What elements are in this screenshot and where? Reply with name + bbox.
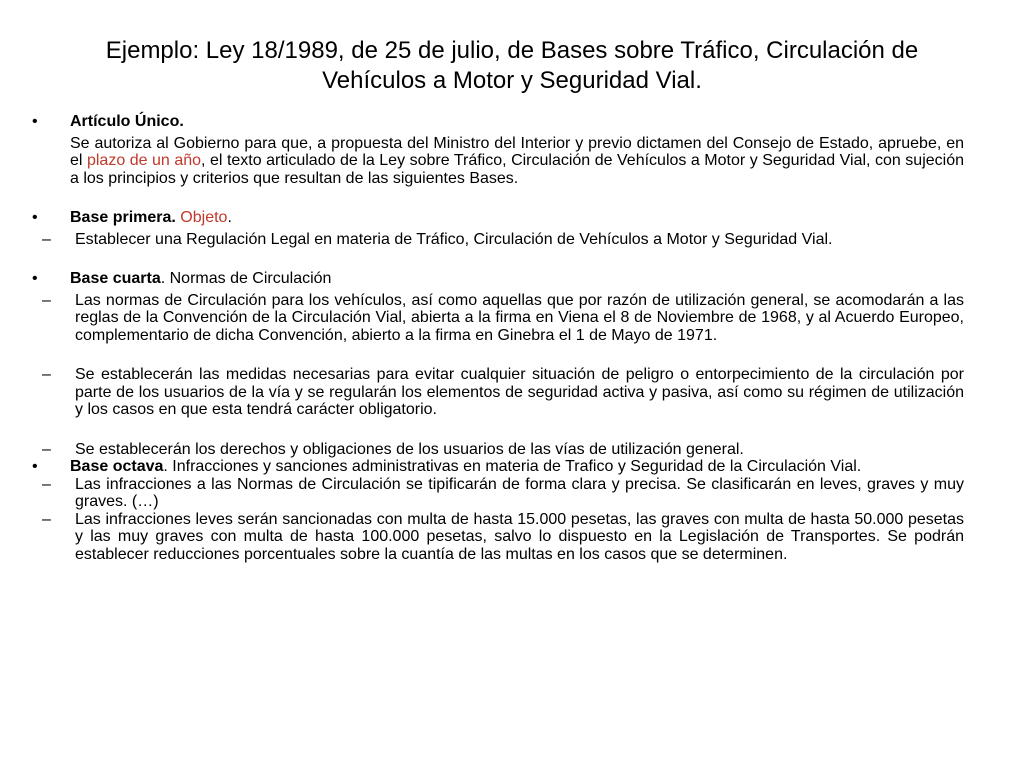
base-primera-item-text: Establecer una Regulación Legal en materia de Tráfico, Circulación de Vehículos a Motor y Seguridad Vial. [75,230,833,248]
base-primera-title: Base primera. [70,209,176,226]
base-primera-highlight: Objeto [180,209,228,226]
slide-content [30,113,964,563]
base-primera-item [30,231,964,249]
base-cuarta-item-1-text: Las normas de Circulación para los vehículos, así como aquellas que por razón de utilización general, se acomodarán a las reglas de la Convención de la Circulación Vial, abierta a la firma en Viena el 8 de Noviembre de 1968, y al Acuerdo Europeo, complementario de dicha Convención, abierto a la firma en Ginebra el 1 de Mayo de 1971. [75,291,964,344]
base-cuarta-item-3-text: Se establecerán los derechos y obligaciones de los usuarios de las vías de utilización general. [75,440,744,458]
base-cuarta-item-2 [30,366,964,419]
articulo-text-before: Se autoriza al Gobierno para que, a propuesta del Ministro del Interior y previo dictamen del Consejo de Estado, apruebe, en el [70,134,964,169]
bullet-mark: • [32,458,38,475]
articulo-highlight: plazo de un año [86,152,202,169]
dash-mark: – [42,230,51,248]
base-octava-rest: . Infracciones y sanciones administrativas en materia de Trafico y Seguridad de la Circulación Vial. [163,458,862,475]
base-cuarta-item-3 [30,441,964,459]
bullet-mark: • [32,113,38,130]
dash-mark: – [42,291,51,309]
title-line-2: Vehículos a Motor y Seguridad Vial. [322,67,702,94]
dash-mark: – [42,475,51,493]
base-octava-item-2 [30,511,964,564]
articulo-heading: Artículo Único. [70,113,184,130]
bullet-base-octava [30,458,964,476]
dash-mark: – [42,510,51,528]
articulo-paragraph [70,135,964,188]
base-primera-heading [70,209,964,227]
base-cuarta-heading [70,270,964,288]
base-primera-period: . [227,209,232,226]
base-octava-item-2-text: Las infracciones leves serán sancionadas con multa de hasta 15.000 pesetas, las graves con multa de hasta 50.000 pesetas y las muy graves con multa de hasta 100.000 pesetas, salvo lo dispuesto en la Legislación de Transportes. Se podrán establecer reducciones porcentuales sobre la cuantía de las multas en los casos que se determinen. [75,510,964,563]
base-octava-item-1 [30,476,964,511]
bullet-base-cuarta [30,270,964,288]
slide-title [40,36,984,96]
base-octava-heading [70,458,964,476]
bullet-mark: • [32,270,38,287]
dash-mark: – [42,366,51,383]
title-line-1: Ejemplo: Ley 18/1989, de 25 de julio, de Bases sobre Tráfico, Circulación de [105,37,919,64]
base-cuarta-item-1 [30,292,964,345]
bullet-mark: • [32,209,38,226]
base-octava-title: Base octava [70,458,164,475]
bullet-articulo-unico [30,113,964,187]
bullet-base-primera [30,209,964,227]
base-cuarta-rest: . Normas de Circulación [160,270,332,287]
articulo-text-after: , el texto articulado de la Ley sobre Tráfico, Circulación de Vehículos a Motor y Seguridad Vial, con sujeción a los principios y criterios que resultan de las siguientes Bases. [70,152,965,187]
dash-mark: – [42,440,51,458]
base-cuarta-item-2-text: Se establecerán las medidas necesarias para evitar cualquier situación de peligro o entorpecimiento de la circulación por parte de los usuarios de la vía y se regularán los elementos de seguridad activa y pasiva, así como su régimen de utilización y los casos en que esta tendrá carácter obligatorio. [75,366,964,418]
base-octava-item-1-text: Las infracciones a las Normas de Circulación se tipificarán de forma clara y precisa. Se clasificarán en leves, graves y muy graves. (…) [75,475,964,510]
base-cuarta-title: Base cuarta [70,270,161,287]
